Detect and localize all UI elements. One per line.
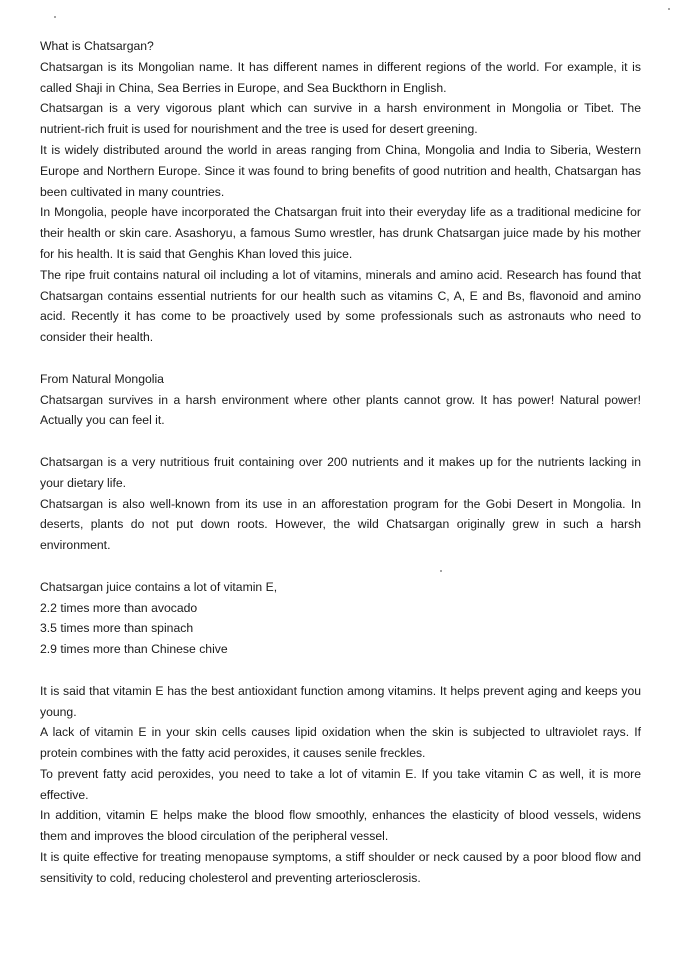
scan-speck: [668, 8, 670, 10]
document-page: [40, 36, 641, 889]
scan-speck: [54, 16, 56, 18]
spacer: [40, 431, 641, 452]
paragraph-200-nutrients: Chatsargan is a very nutritious fruit containing over 200 nutrients and it makes up for the nutrients lacking in your dietary life.: [40, 454, 641, 490]
section-from-natural-mongolia: [40, 369, 641, 431]
section-vitamin-e-benefits: [40, 681, 641, 889]
paragraph-vigorous-plant: Chatsargan is a very vigorous plant which can survive in a harsh environment in Mongolia or Tibet. The nutrient-rich fruit is used for nourishment and the tree is used for desert greening.: [40, 101, 641, 137]
section-vitamin-e-comparison: [40, 577, 641, 660]
section-what-is-chatsargan: [40, 36, 641, 348]
comparison-item: 2.9 times more than Chinese chive: [40, 642, 228, 657]
vitamin-e-intro: Chatsargan juice contains a lot of vitamin E,: [40, 579, 278, 594]
spacer: [40, 348, 641, 369]
section-nutrition: [40, 452, 641, 556]
comparison-item: 2.2 times more than avocado: [40, 600, 198, 615]
paragraph-nutrients: The ripe fruit contains natural oil including a lot of vitamins, minerals and amino acid. Research has found that Chatsargan contains essential nutrients for our health such as vitamins C, A, E and Bs, flavonoid and amino acid. Recently it has come to be proactively used by some professionals such as astronauts who need to consider their health.: [40, 267, 641, 345]
paragraph-blood-flow: In addition, vitamin E helps make the blood flow smoothly, enhances the elasticity of blood vessels, widens them and improves the blood circulation of the peripheral vessel.: [40, 808, 641, 844]
heading-from-natural-mongolia: From Natural Mongolia: [40, 371, 164, 386]
paragraph-distribution: It is widely distributed around the world in areas ranging from China, Mongolia and India to Siberia, Western Europe and Northern Europe. Since it was found to bring benefits of good nutrition and health, Chatsargan has been cultivated in many countries.: [40, 142, 641, 199]
spacer: [40, 556, 641, 577]
paragraph-natural-power: Chatsargan survives in a harsh environment where other plants cannot grow. It has power! Natural power! Actually you can feel it.: [40, 392, 641, 428]
paragraph-mongolia-usage: In Mongolia, people have incorporated the Chatsargan fruit into their everyday life as a traditional medicine for their health or skin care. Asashoryu, a famous Sumo wrestler, has drunk Chatsargan juice made by his mother for his health. It is said that Genghis Khan loved this juice.: [40, 205, 641, 261]
spacer: [40, 660, 641, 681]
paragraph-names: Chatsargan is its Mongolian name. It has different names in different regions of the world. For example, it is called Shaji in China, Sea Berries in Europe, and Sea Buckthorn in English.: [40, 59, 641, 95]
paragraph-antioxidant: It is said that vitamin E has the best antioxidant function among vitamins. It helps prevent aging and keeps you young.: [40, 683, 641, 719]
paragraph-lipid-oxidation: A lack of vitamin E in your skin cells causes lipid oxidation when the skin is subjected to ultraviolet rays. If protein combines with the fatty acid peroxides, it causes senile freckles.: [40, 725, 641, 761]
heading-what-is-chatsargan: What is Chatsargan?: [40, 39, 154, 53]
paragraph-menopause: It is quite effective for treating menopause symptoms, a stiff shoulder or neck caused by a poor blood flow and sensitivity to cold, reducing cholesterol and preventing arteriosclerosis.: [40, 850, 641, 885]
comparison-item: 3.5 times more than spinach: [40, 621, 194, 636]
paragraph-afforestation: Chatsargan is also well-known from its use in an afforestation program for the Gobi Desert in Mongolia. In deserts, plants do not put down roots. However, the wild Chatsargan originally grew in such a harsh environment.: [40, 496, 641, 553]
paragraph-fatty-acid-peroxides: To prevent fatty acid peroxides, you need to take a lot of vitamin E. If you take vitamin C as well, it is more effective.: [40, 766, 641, 802]
